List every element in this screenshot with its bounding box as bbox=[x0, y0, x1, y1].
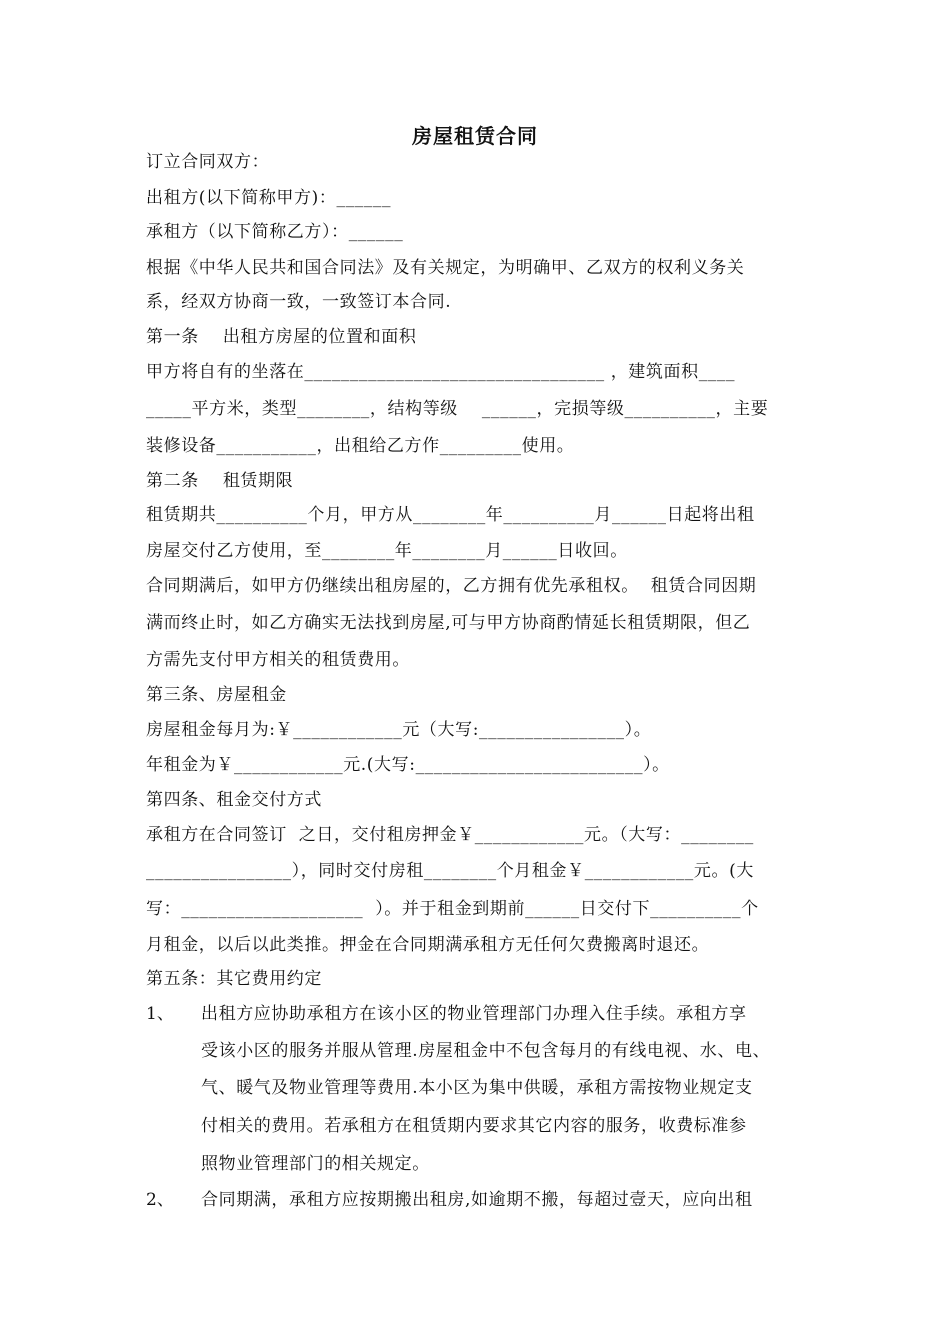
body-line: 写：____________________ ）。并于租金到期前______日交付下__________个 bbox=[146, 899, 759, 919]
body-line: 房屋交付乙方使用，至________年________月______日收回。 bbox=[146, 541, 628, 561]
item-line: 照物业管理部门的相关规定。 bbox=[201, 1154, 430, 1174]
item-line: 付相关的费用。若承租方在租赁期内要求其它内容的服务，收费标准参 bbox=[201, 1116, 747, 1136]
body-line: 方需先支付甲方相关的租赁费用。 bbox=[146, 650, 410, 670]
document-title: 房屋租赁合同 bbox=[412, 124, 538, 148]
item-line: 合同期满，承租方应按期搬出租房,如逾期不搬，每超过壹天，应向出租 bbox=[201, 1190, 753, 1210]
item-line: 气、暖气及物业管理等费用.本小区为集中供暖，承租方需按物业规定支 bbox=[201, 1078, 753, 1098]
body-line: 月租金，以后以此类推。押金在合同期满承租方无任何欠费搬离时退还。 bbox=[146, 935, 710, 955]
body-line: 年租金为￥____________元.(大写:_________________________）。 bbox=[146, 755, 670, 775]
body-line: 根据《中华人民共和国合同法》及有关规定，为明确甲、乙双方的权利义务关 bbox=[146, 258, 745, 278]
section-heading: 第二条 租赁期限 bbox=[146, 471, 294, 491]
body-line: 租赁期共__________个月，甲方从________年__________月______日起将出租 bbox=[146, 505, 755, 525]
body-line: ________________），同时交付房租________个月租金￥____________元。(大 bbox=[146, 861, 754, 881]
section-heading: 第一条 出租方房屋的位置和面积 bbox=[146, 327, 417, 347]
body-line: _____平方米，类型________，结构等级 ______，完损等级__________，主要 bbox=[146, 399, 769, 419]
section-heading: 第四条、租金交付方式 bbox=[146, 790, 322, 810]
section-heading: 第三条、房屋租金 bbox=[146, 685, 287, 705]
item-line: 受该小区的服务并服从管理.房屋租金中不包含每月的有线电视、水、电、 bbox=[201, 1041, 771, 1061]
body-line: 房屋租金每月为:￥____________元（大写:________________）。 bbox=[146, 720, 652, 740]
body-line: 合同期满后，如甲方仍继续出租房屋的，乙方拥有优先承租权。 租赁合同因期 bbox=[146, 576, 757, 596]
item-number: 2、 bbox=[146, 1190, 174, 1210]
body-line: 承租方（以下简称乙方）：______ bbox=[146, 222, 404, 242]
section-heading: 第五条：其它费用约定 bbox=[146, 969, 322, 989]
item-number: 1、 bbox=[146, 1004, 174, 1024]
body-line: 系，经双方协商一致，一致签订本合同. bbox=[146, 292, 452, 312]
body-line: 满而终止时，如乙方确实无法找到房屋,可与甲方协商酌情延长租赁期限，但乙 bbox=[146, 613, 751, 633]
body-line: 装修设备___________，出租给乙方作_________使用。 bbox=[146, 436, 575, 456]
body-line: 承租方在合同签订 之日，交付租房押金￥____________元。（大写：________ bbox=[146, 825, 754, 845]
body-line: 甲方将自有的坐落在_________________________________ ，建筑面积____ bbox=[146, 362, 736, 382]
body-line: 出租方(以下简称甲方)：______ bbox=[146, 188, 392, 208]
item-line: 出租方应协助承租方在该小区的物业管理部门办理入住手续。承租方享 bbox=[201, 1004, 747, 1024]
body-line: 订立合同双方： bbox=[146, 152, 270, 172]
